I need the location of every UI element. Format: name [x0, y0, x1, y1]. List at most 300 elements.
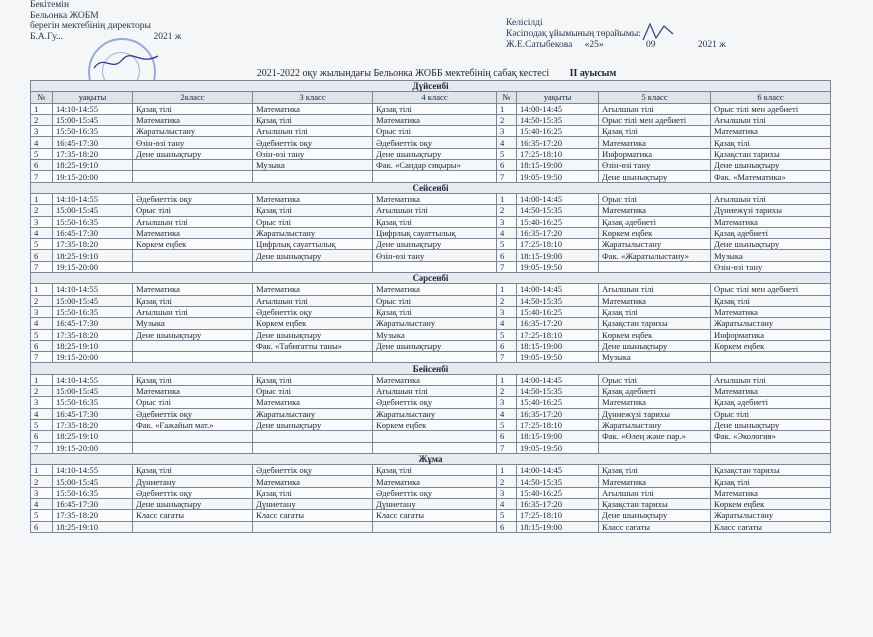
cell-c4: Әдебиеттік оқу: [373, 487, 497, 498]
cell-num2: 2: [497, 114, 517, 125]
cell-c3: Ағылшын тілі: [253, 126, 373, 137]
cell-time: 18:25-19:10: [53, 250, 133, 261]
lesson-row: [31, 397, 831, 408]
cell-c5: Математика: [599, 476, 711, 487]
cell-c6: Көркем еңбек: [711, 498, 831, 509]
cell-c4: Дене шынықтыру: [373, 239, 497, 250]
cell-c3: Дене шынықтыру: [253, 419, 373, 430]
cell-num: 1: [31, 103, 53, 114]
cell-c3: Математика: [253, 103, 373, 114]
day-header-row: [31, 182, 831, 193]
cell-c6: Дене шынықтыру: [711, 160, 831, 171]
cell-c4: Математика: [373, 476, 497, 487]
lesson-row: [31, 227, 831, 238]
cell-num: 1: [31, 465, 53, 476]
cell-c3: Жаратылыстану: [253, 227, 373, 238]
cell-num: 2: [31, 386, 53, 397]
cell-c6: Қазақ әдебиеті: [711, 227, 831, 238]
cell-time2: 17:25-18:10: [517, 329, 599, 340]
day-header-row: [31, 363, 831, 374]
column-header-num: №: [31, 92, 53, 103]
cell-c6: Өзін-өзі тану: [711, 261, 831, 272]
cell-time2: 19:05-19:50: [517, 352, 599, 363]
cell-time2: 15:40-16:25: [517, 216, 599, 227]
cell-num: 2: [31, 476, 53, 487]
cell-time2: 19:05-19:50: [517, 442, 599, 453]
school-name: Бельонка ЖОБМ: [30, 10, 99, 21]
cell-c2: Дене шынықтыру: [133, 148, 253, 159]
cell-c2: Дүниетану: [133, 476, 253, 487]
cell-num: 3: [31, 216, 53, 227]
cell-time2: 17:25-18:10: [517, 148, 599, 159]
cell-time: 15:00-15:45: [53, 386, 133, 397]
lesson-row: [31, 284, 831, 295]
cell-c6: Математика: [711, 306, 831, 317]
cell-time: 18:25-19:10: [53, 431, 133, 442]
cell-c3: Әдебиеттік оқу: [253, 137, 373, 148]
cell-time2: 19:05-19:50: [517, 261, 599, 272]
cell-num: 2: [31, 114, 53, 125]
cell-c3: Музыка: [253, 160, 373, 171]
cell-time2: 15:40-16:25: [517, 487, 599, 498]
cell-c5: Жаратылыстану: [599, 419, 711, 430]
lesson-row: [31, 160, 831, 171]
cell-c3: Дене шынықтыру: [253, 250, 373, 261]
day-name: Бейсенбі: [31, 363, 831, 374]
cell-c5: Жаратылыстану: [599, 239, 711, 250]
cell-c4: Көркем еңбек: [373, 419, 497, 430]
cell-c3: [253, 171, 373, 182]
cell-c6: Математика: [711, 216, 831, 227]
cell-c2: Музыка: [133, 318, 253, 329]
cell-time2: 14:00-14:45: [517, 374, 599, 385]
cell-num2: 4: [497, 408, 517, 419]
cell-c3: [253, 352, 373, 363]
cell-c2: Математика: [133, 227, 253, 238]
cell-c6: Математика: [711, 126, 831, 137]
lesson-row: [31, 408, 831, 419]
cell-c5: [599, 442, 711, 453]
cell-c4: Өзін-өзі тану: [373, 250, 497, 261]
cell-c5: Орыс тілі: [599, 193, 711, 204]
cell-c6: Ағылшын тілі: [711, 374, 831, 385]
cell-c4: Жаратылыстану: [373, 408, 497, 419]
cell-c4: [373, 521, 497, 532]
cell-num2: 4: [497, 318, 517, 329]
cell-c4: Музыка: [373, 329, 497, 340]
lesson-row: [31, 193, 831, 204]
cell-c2: Математика: [133, 386, 253, 397]
column-header-time: уақыты: [53, 92, 133, 103]
cell-c6: Жаратылыстану: [711, 510, 831, 521]
cell-c6: [711, 442, 831, 453]
cell-num2: 5: [497, 239, 517, 250]
cell-time: 18:25-19:10: [53, 521, 133, 532]
cell-time: 14:10-14:55: [53, 374, 133, 385]
cell-c5: Дене шынықтыру: [599, 171, 711, 182]
column-header-c5: 5 класс: [599, 92, 711, 103]
cell-num2: 3: [497, 397, 517, 408]
cell-c5: Қазақ тілі: [599, 306, 711, 317]
cell-c5: Музыка: [599, 352, 711, 363]
cell-time: 15:00-15:45: [53, 476, 133, 487]
cell-time: 19:15-20:00: [53, 171, 133, 182]
cell-c3: [253, 521, 373, 532]
cell-c2: [133, 521, 253, 532]
lesson-row: [31, 114, 831, 125]
cell-num2: 1: [497, 284, 517, 295]
cell-c2: Фак. «Ғажайып мат.»: [133, 419, 253, 430]
cell-c6: Қазақстан тарихы: [711, 465, 831, 476]
lesson-row: [31, 476, 831, 487]
cell-c4: Фак. «Сандар сиқыры»: [373, 160, 497, 171]
lesson-row: [31, 171, 831, 182]
cell-time: 19:15-20:00: [53, 261, 133, 272]
cell-time2: 14:50-15:35: [517, 386, 599, 397]
cell-time: 18:25-19:10: [53, 160, 133, 171]
cell-time: 14:10-14:55: [53, 193, 133, 204]
cell-c4: Орыс тілі: [373, 295, 497, 306]
cell-num: 3: [31, 397, 53, 408]
cell-num: 6: [31, 431, 53, 442]
cell-c3: Өзін-өзі тану: [253, 148, 373, 159]
day-header-row: [31, 453, 831, 464]
cell-num: 4: [31, 137, 53, 148]
cell-c5: Класс сағаты: [599, 521, 711, 532]
cell-c6: Жаратылыстану: [711, 318, 831, 329]
cell-time: 18:25-19:10: [53, 340, 133, 351]
cell-c4: Қазақ тілі: [373, 306, 497, 317]
cell-c3: Фак. «Табиғатты таны»: [253, 340, 373, 351]
cell-time2: 16:35-17:20: [517, 318, 599, 329]
document-title: 2021-2022 оқу жылындағы Бельонка ЖОББ мектебінің сабақ кестесі ІІ ауысым: [256, 68, 617, 79]
cell-c5: Ағылшын тілі: [599, 487, 711, 498]
cell-c2: Дене шынықтыру: [133, 329, 253, 340]
cell-time: 14:10-14:55: [53, 465, 133, 476]
cell-c4: [373, 171, 497, 182]
cell-num: 5: [31, 148, 53, 159]
cell-time2: 15:40-16:25: [517, 397, 599, 408]
cell-time2: 16:35-17:20: [517, 408, 599, 419]
cell-time: 16:45-17:30: [53, 227, 133, 238]
cell-c5: Математика: [599, 295, 711, 306]
cell-num2: 6: [497, 521, 517, 532]
cell-c2: Әдебиеттік оқу: [133, 408, 253, 419]
agreement-heading: Келісілді: [506, 18, 543, 28]
cell-time: 19:15-20:00: [53, 352, 133, 363]
cell-c2: Қазақ тілі: [133, 295, 253, 306]
cell-c3: Орыс тілі: [253, 386, 373, 397]
cell-c3: Цифрлық сауаттылық: [253, 239, 373, 250]
cell-c6: Қазақ тілі: [711, 476, 831, 487]
cell-num2: 5: [497, 329, 517, 340]
cell-c4: Математика: [373, 114, 497, 125]
cell-c2: [133, 261, 253, 272]
cell-c3: [253, 431, 373, 442]
cell-num2: 5: [497, 148, 517, 159]
cell-num: 2: [31, 205, 53, 216]
day-name: Сейсенбі: [31, 182, 831, 193]
cell-time: 15:50-16:35: [53, 487, 133, 498]
cell-num: 6: [31, 160, 53, 171]
cell-time2: 18:15-19:00: [517, 431, 599, 442]
cell-c5: Орыс тілі: [599, 374, 711, 385]
cell-time2: 14:00-14:45: [517, 284, 599, 295]
cell-num2: 3: [497, 487, 517, 498]
cell-time: 17:35-18:20: [53, 239, 133, 250]
cell-c5: Көркем еңбек: [599, 329, 711, 340]
cell-time: 15:00-15:45: [53, 205, 133, 216]
cell-num2: 7: [497, 171, 517, 182]
cell-num2: 2: [497, 386, 517, 397]
cell-time: 19:15-20:00: [53, 442, 133, 453]
cell-c4: Дене шынықтыру: [373, 340, 497, 351]
lesson-row: [31, 386, 831, 397]
cell-c5: Ағылшын тілі: [599, 284, 711, 295]
cell-c3: Жаратылыстану: [253, 408, 373, 419]
cell-num: 7: [31, 442, 53, 453]
cell-num2: 3: [497, 126, 517, 137]
cell-time: 16:45-17:30: [53, 137, 133, 148]
cell-c5: Қазақ әдебиеті: [599, 386, 711, 397]
cell-c2: Қазақ тілі: [133, 374, 253, 385]
cell-c3: Математика: [253, 193, 373, 204]
cell-num: 4: [31, 227, 53, 238]
cell-c3: Ағылшын тілі: [253, 295, 373, 306]
cell-c2: Математика: [133, 114, 253, 125]
cell-num2: 3: [497, 216, 517, 227]
cell-time2: 14:50-15:35: [517, 295, 599, 306]
day-name: Дүйсенбі: [31, 81, 831, 92]
lesson-row: [31, 419, 831, 430]
cell-time: 16:45-17:30: [53, 408, 133, 419]
director-title: берегін мектебінің директоры: [30, 21, 151, 31]
cell-c6: Ағылшын тілі: [711, 193, 831, 204]
column-header-c4: 4 класс: [373, 92, 497, 103]
cell-c6: Дүниежүзі тарихы: [711, 205, 831, 216]
cell-num2: 6: [497, 250, 517, 261]
cell-time2: 14:50-15:35: [517, 114, 599, 125]
cell-c6: Музыка: [711, 250, 831, 261]
cell-c3: [253, 442, 373, 453]
cell-num: 6: [31, 250, 53, 261]
cell-c4: Жаратылыстану: [373, 318, 497, 329]
lesson-row: [31, 148, 831, 159]
lesson-row: [31, 205, 831, 216]
cell-c3: Әдебиеттік оқу: [253, 306, 373, 317]
column-header-c2: 2класс: [133, 92, 253, 103]
cell-c4: Әдебиеттік оқу: [373, 397, 497, 408]
cell-c3: Әдебиеттік оқу: [253, 465, 373, 476]
lesson-row: [31, 306, 831, 317]
cell-c6: Орыс тілі мен әдебиеті: [711, 103, 831, 114]
cell-num: 3: [31, 487, 53, 498]
cell-c5: Информатика: [599, 148, 711, 159]
cell-c4: Математика: [373, 193, 497, 204]
cell-time: 15:50-16:35: [53, 126, 133, 137]
cell-time: 16:45-17:30: [53, 498, 133, 509]
cell-c4: [373, 442, 497, 453]
cell-c3: Қазақ тілі: [253, 374, 373, 385]
lesson-row: [31, 239, 831, 250]
cell-c3: Қазақ тілі: [253, 487, 373, 498]
cell-c5: Фак. «Жаратылыстану»: [599, 250, 711, 261]
cell-c6: Орыс тілі мен әдебиеті: [711, 284, 831, 295]
agreement-year: 2021 ж: [697, 40, 726, 50]
cell-c6: Қазақ тілі: [711, 295, 831, 306]
cell-time2: 18:15-19:00: [517, 160, 599, 171]
cell-c6: Қазақ әдебиеті: [711, 397, 831, 408]
cell-c5: Орыс тілі мен әдебиеті: [599, 114, 711, 125]
union-signature: [640, 20, 676, 44]
cell-time2: 14:00-14:45: [517, 465, 599, 476]
day-header-row: [31, 273, 831, 284]
cell-c2: [133, 250, 253, 261]
cell-c4: Математика: [373, 374, 497, 385]
lesson-row: [31, 216, 831, 227]
cell-c3: Математика: [253, 476, 373, 487]
cell-num2: 4: [497, 227, 517, 238]
cell-time2: 14:00-14:45: [517, 193, 599, 204]
union-chair-name: Ж.Е.Сатыбекова: [506, 40, 573, 50]
cell-time: 17:35-18:20: [53, 419, 133, 430]
cell-time2: 15:40-16:25: [517, 126, 599, 137]
cell-num: 1: [31, 193, 53, 204]
cell-c5: Дене шынықтыру: [599, 510, 711, 521]
cell-num2: 1: [497, 374, 517, 385]
cell-c4: Математика: [373, 284, 497, 295]
cell-c2: Әдебиеттік оқу: [133, 487, 253, 498]
cell-c3: Дене шынықтыру: [253, 329, 373, 340]
cell-num2: 5: [497, 419, 517, 430]
cell-time: 17:35-18:20: [53, 148, 133, 159]
cell-c6: Ағылшын тілі: [711, 114, 831, 125]
lesson-row: [31, 442, 831, 453]
lesson-row: [31, 498, 831, 509]
cell-num: 1: [31, 374, 53, 385]
cell-num: 3: [31, 306, 53, 317]
cell-num: 6: [31, 340, 53, 351]
cell-num: 7: [31, 261, 53, 272]
union-chair-title: Кәсіподақ ұйымының төрайымы:: [506, 29, 641, 39]
cell-c6: [711, 352, 831, 363]
cell-num2: 5: [497, 510, 517, 521]
cell-num: 4: [31, 318, 53, 329]
cell-time: 15:00-15:45: [53, 114, 133, 125]
cell-c5: [599, 261, 711, 272]
cell-c5: Қазақ әдебиеті: [599, 216, 711, 227]
lesson-row: [31, 431, 831, 442]
cell-time2: 17:25-18:10: [517, 510, 599, 521]
cell-num2: 4: [497, 498, 517, 509]
lesson-row: [31, 250, 831, 261]
cell-c6: Қазақстан тарихы: [711, 148, 831, 159]
lesson-row: [31, 318, 831, 329]
cell-time2: 17:25-18:10: [517, 419, 599, 430]
cell-c4: [373, 352, 497, 363]
cell-num: 7: [31, 352, 53, 363]
cell-num: 6: [31, 521, 53, 532]
cell-time: 15:00-15:45: [53, 295, 133, 306]
cell-c4: Әдебиеттік оқу: [373, 137, 497, 148]
cell-c5: Қазақ тілі: [599, 465, 711, 476]
cell-c6: Математика: [711, 386, 831, 397]
cell-num: 4: [31, 498, 53, 509]
shift-label: ІІ ауысым: [569, 68, 617, 79]
cell-c4: Ағылшын тілі: [373, 205, 497, 216]
cell-c2: Көркем еңбек: [133, 239, 253, 250]
lesson-row: [31, 295, 831, 306]
cell-c2: Қазақ тілі: [133, 103, 253, 114]
cell-num2: 6: [497, 431, 517, 442]
lesson-row: [31, 329, 831, 340]
cell-time2: 18:15-19:00: [517, 521, 599, 532]
cell-c5: Фак. «Өлең және пар.»: [599, 431, 711, 442]
cell-num2: 7: [497, 352, 517, 363]
cell-c6: Орыс тілі: [711, 408, 831, 419]
cell-c3: Математика: [253, 397, 373, 408]
cell-c4: Қазақ тілі: [373, 465, 497, 476]
cell-c2: [133, 171, 253, 182]
cell-c2: Дене шынықтыру: [133, 498, 253, 509]
cell-c2: Қазақ тілі: [133, 465, 253, 476]
lesson-row: [31, 465, 831, 476]
cell-time: 14:10-14:55: [53, 284, 133, 295]
cell-c4: Қазақ тілі: [373, 103, 497, 114]
lesson-row: [31, 126, 831, 137]
cell-num2: 4: [497, 137, 517, 148]
cell-c3: Орыс тілі: [253, 216, 373, 227]
cell-c3: Көркем еңбек: [253, 318, 373, 329]
cell-time: 15:50-16:35: [53, 397, 133, 408]
cell-num: 7: [31, 171, 53, 182]
cell-num2: 1: [497, 103, 517, 114]
cell-num2: 2: [497, 476, 517, 487]
lesson-row: [31, 340, 831, 351]
cell-num: 5: [31, 510, 53, 521]
cell-c5: Өзін-өзі тану: [599, 160, 711, 171]
schedule-table: [30, 80, 831, 533]
cell-num2: 7: [497, 261, 517, 272]
cell-c4: Орыс тілі: [373, 126, 497, 137]
cell-num2: 2: [497, 205, 517, 216]
cell-time2: 19:05-19:50: [517, 171, 599, 182]
cell-c2: Ағылшын тілі: [133, 216, 253, 227]
cell-num: 4: [31, 408, 53, 419]
cell-c4: Дене шынықтыру: [373, 148, 497, 159]
cell-time: 14:10-14:55: [53, 103, 133, 114]
cell-time: 17:35-18:20: [53, 510, 133, 521]
cell-c2: Ағылшын тілі: [133, 306, 253, 317]
lesson-row: [31, 374, 831, 385]
column-header-c6: 6 класс: [711, 92, 831, 103]
cell-num2: 6: [497, 340, 517, 351]
cell-c3: Дүниетану: [253, 498, 373, 509]
cell-c2: Әдебиеттік оқу: [133, 193, 253, 204]
cell-num: 5: [31, 419, 53, 430]
agreement-block: [506, 18, 726, 51]
cell-c3: Қазақ тілі: [253, 205, 373, 216]
cell-c6: Дене шынықтыру: [711, 239, 831, 250]
cell-time2: 14:50-15:35: [517, 205, 599, 216]
cell-c5: Математика: [599, 137, 711, 148]
agreement-day: «25»: [584, 40, 604, 50]
approval-date: 2021 ж: [153, 31, 182, 42]
lesson-row: [31, 137, 831, 148]
cell-c3: Класс сағаты: [253, 510, 373, 521]
cell-time2: 18:15-19:00: [517, 340, 599, 351]
cell-c2: Жаратылыстану: [133, 126, 253, 137]
